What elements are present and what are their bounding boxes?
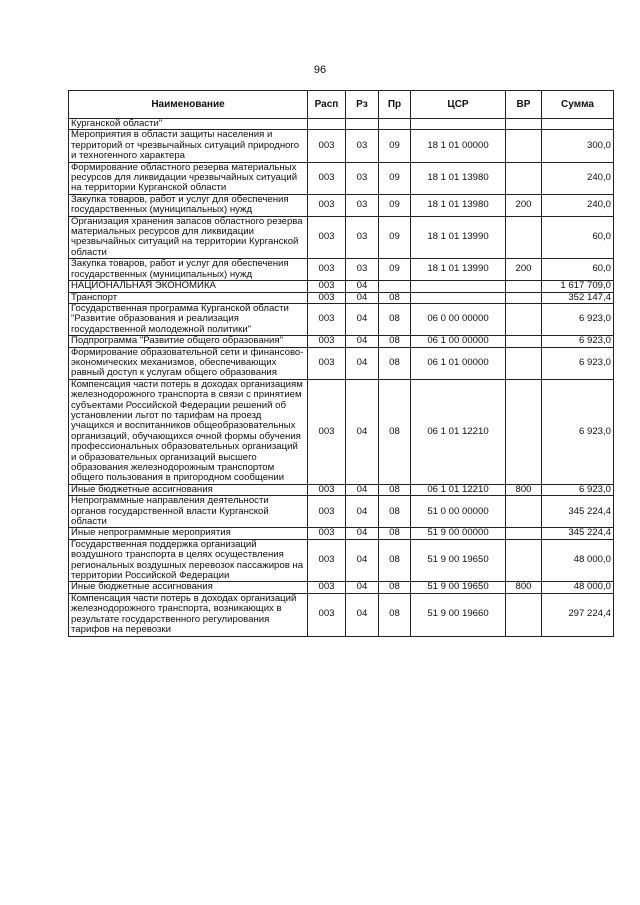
cell-rasp: 003 (308, 162, 346, 194)
table-row (69, 379, 614, 484)
cell-csr (411, 281, 506, 292)
cell-rasp (308, 119, 346, 130)
cell-csr: 18 1 01 13980 (411, 162, 506, 194)
cell-sum: 352 147,4 (542, 292, 614, 303)
cell-csr: 06 1 01 00000 (411, 347, 506, 379)
cell-rasp: 003 (308, 130, 346, 162)
cell-rasp: 003 (308, 379, 346, 484)
cell-rasp: 003 (308, 539, 346, 582)
cell-rz: 04 (346, 582, 379, 593)
cell-name: Иные бюджетные ассигнования (69, 582, 308, 593)
cell-vr (506, 292, 542, 303)
cell-vr (506, 216, 542, 259)
cell-sum: 1 617 709,0 (542, 281, 614, 292)
cell-pr: 08 (379, 303, 411, 335)
cell-rz: 04 (346, 336, 379, 347)
cell-pr: 08 (379, 379, 411, 484)
cell-sum: 345 224,4 (542, 528, 614, 539)
cell-vr: 200 (506, 259, 542, 281)
cell-sum: 240,0 (542, 162, 614, 194)
cell-csr: 06 0 00 00000 (411, 303, 506, 335)
cell-sum: 60,0 (542, 259, 614, 281)
table-row (69, 336, 614, 347)
cell-sum (542, 119, 614, 130)
cell-name: Иные бюджетные ассигнования (69, 484, 308, 495)
cell-rasp: 003 (308, 336, 346, 347)
table-row (69, 216, 614, 259)
cell-csr: 18 1 01 13990 (411, 259, 506, 281)
cell-name: Транспорт (69, 292, 308, 303)
cell-sum: 6 923,0 (542, 303, 614, 335)
cell-sum: 6 923,0 (542, 336, 614, 347)
cell-vr (506, 281, 542, 292)
cell-sum: 48 000,0 (542, 582, 614, 593)
cell-name: Иные непрограммные мероприятия (69, 528, 308, 539)
cell-name: Курганской области" (69, 119, 308, 130)
cell-pr: 08 (379, 582, 411, 593)
cell-name: Закупка товаров, работ и услуг для обеспечения государственных (муниципальных) нужд (69, 259, 308, 281)
cell-csr: 06 1 00 00000 (411, 336, 506, 347)
cell-pr: 08 (379, 528, 411, 539)
cell-rz: 04 (346, 484, 379, 495)
cell-name: Непрограммные направления деятельности органов государственной власти Курганской области (69, 496, 308, 528)
table-row (69, 259, 614, 281)
cell-sum: 48 000,0 (542, 539, 614, 582)
table-row (69, 303, 614, 335)
table-row (69, 528, 614, 539)
header-sum: Сумма (542, 91, 614, 119)
cell-rasp: 003 (308, 528, 346, 539)
cell-rasp: 003 (308, 303, 346, 335)
table-row (69, 194, 614, 216)
cell-sum: 60,0 (542, 216, 614, 259)
cell-pr (379, 119, 411, 130)
cell-vr: 800 (506, 582, 542, 593)
cell-rz: 03 (346, 194, 379, 216)
cell-rasp: 003 (308, 292, 346, 303)
header-csr: ЦСР (411, 91, 506, 119)
cell-name: Формирование образовательной сети и финансово-экономических механизмов, обеспечивающих равный доступ к услугам общего образования (69, 347, 308, 379)
cell-vr (506, 336, 542, 347)
cell-pr (379, 281, 411, 292)
cell-rz: 04 (346, 347, 379, 379)
cell-rz: 04 (346, 281, 379, 292)
cell-rasp: 003 (308, 484, 346, 495)
cell-rz: 03 (346, 216, 379, 259)
cell-name: Организация хранения запасов областного резерва материальных ресурсов для ликвидации чрезвычайных ситуаций на территории Курганской области (69, 216, 308, 259)
cell-pr: 08 (379, 292, 411, 303)
cell-vr: 200 (506, 194, 542, 216)
cell-pr: 09 (379, 216, 411, 259)
cell-csr: 51 9 00 19650 (411, 582, 506, 593)
cell-pr: 08 (379, 539, 411, 582)
cell-csr: 51 9 00 00000 (411, 528, 506, 539)
cell-sum: 6 923,0 (542, 347, 614, 379)
table-row (69, 484, 614, 495)
cell-rz: 03 (346, 162, 379, 194)
table-body (69, 119, 614, 637)
table-row (69, 539, 614, 582)
cell-pr: 08 (379, 347, 411, 379)
page-number: 96 (313, 64, 327, 76)
cell-vr (506, 303, 542, 335)
cell-rz: 04 (346, 593, 379, 636)
cell-csr: 51 0 00 00000 (411, 496, 506, 528)
table-row (69, 347, 614, 379)
cell-rasp: 003 (308, 216, 346, 259)
cell-name: Подпрограмма "Развитие общего образования" (69, 336, 308, 347)
cell-rz: 04 (346, 303, 379, 335)
table-row (69, 162, 614, 194)
cell-sum: 297 224,4 (542, 593, 614, 636)
cell-rz: 03 (346, 259, 379, 281)
cell-csr: 51 9 00 19650 (411, 539, 506, 582)
cell-pr: 09 (379, 162, 411, 194)
cell-name: Государственная поддержка организаций воздушного транспорта в целях осуществления региональных воздушных перевозок пассажиров на территории Российской Федерации (69, 539, 308, 582)
cell-rz: 04 (346, 379, 379, 484)
cell-sum: 300,0 (542, 130, 614, 162)
cell-rz: 03 (346, 130, 379, 162)
header-vr: ВР (506, 91, 542, 119)
cell-rz: 04 (346, 292, 379, 303)
cell-rasp: 003 (308, 496, 346, 528)
cell-name: Компенсация части потерь в доходах организаций железнодорожного транспорта, возникающих в результате государственного регулирования тарифов на перевозки (69, 593, 308, 636)
cell-vr (506, 528, 542, 539)
cell-name: Формирование областного резерва материальных ресурсов для ликвидации чрезвычайных ситуаций на территории Курганской области (69, 162, 308, 194)
cell-name: Мероприятия в области защиты населения и территорий от чрезвычайных ситуаций природного и техногенного характера (69, 130, 308, 162)
table-row (69, 292, 614, 303)
header-name: Наименование (69, 91, 308, 119)
cell-csr: 06 1 01 12210 (411, 484, 506, 495)
budget-table (68, 90, 614, 637)
cell-sum: 240,0 (542, 194, 614, 216)
cell-rz: 04 (346, 496, 379, 528)
cell-csr (411, 292, 506, 303)
cell-rasp: 003 (308, 347, 346, 379)
cell-vr (506, 539, 542, 582)
cell-pr: 08 (379, 593, 411, 636)
cell-pr: 09 (379, 130, 411, 162)
cell-rasp: 003 (308, 582, 346, 593)
cell-csr: 51 9 00 19660 (411, 593, 506, 636)
cell-csr: 18 1 01 13990 (411, 216, 506, 259)
table-row (69, 130, 614, 162)
cell-pr: 09 (379, 259, 411, 281)
cell-sum: 6 923,0 (542, 484, 614, 495)
cell-vr (506, 347, 542, 379)
cell-sum: 345 224,4 (542, 496, 614, 528)
cell-pr: 08 (379, 484, 411, 495)
cell-pr: 08 (379, 496, 411, 528)
header-rz: Рз (346, 91, 379, 119)
cell-vr (506, 379, 542, 484)
table-row (69, 593, 614, 636)
cell-csr: 18 1 01 00000 (411, 130, 506, 162)
cell-csr: 18 1 01 13980 (411, 194, 506, 216)
cell-name: Компенсация части потерь в доходах организациям железнодорожного транспорта в связи с принятием субъектами Российской Федерации решений об установлении льгот по тарифам на проезд учащихся и воспитанников общеобразовательных организаций, обучающихся очной формы обучения профессиональных образовательных организаций и образовательных организаций высшего образования железнодорожным транспортом общего пользования в пригородном сообщении (69, 379, 308, 484)
table-row (69, 496, 614, 528)
cell-name: НАЦИОНАЛЬНАЯ ЭКОНОМИКА (69, 281, 308, 292)
cell-name: Закупка товаров, работ и услуг для обеспечения государственных (муниципальных) нужд (69, 194, 308, 216)
cell-pr: 09 (379, 194, 411, 216)
cell-vr (506, 119, 542, 130)
table-row (69, 119, 614, 130)
cell-vr (506, 162, 542, 194)
cell-rz (346, 119, 379, 130)
cell-csr: 06 1 01 12210 (411, 379, 506, 484)
cell-name: Государственная программа Курганской области "Развитие образования и реализация государственной молодежной политики" (69, 303, 308, 335)
header-rasp: Расп (308, 91, 346, 119)
table-header-row (69, 91, 614, 119)
cell-vr (506, 130, 542, 162)
cell-pr: 08 (379, 336, 411, 347)
cell-rasp: 003 (308, 281, 346, 292)
header-pr: Пр (379, 91, 411, 119)
cell-csr (411, 119, 506, 130)
table-row (69, 281, 614, 292)
cell-vr (506, 496, 542, 528)
table-row (69, 582, 614, 593)
cell-vr (506, 593, 542, 636)
cell-rz: 04 (346, 539, 379, 582)
cell-rasp: 003 (308, 259, 346, 281)
cell-sum: 6 923,0 (542, 379, 614, 484)
cell-rz: 04 (346, 528, 379, 539)
cell-rasp: 003 (308, 194, 346, 216)
cell-rasp: 003 (308, 593, 346, 636)
cell-vr: 800 (506, 484, 542, 495)
